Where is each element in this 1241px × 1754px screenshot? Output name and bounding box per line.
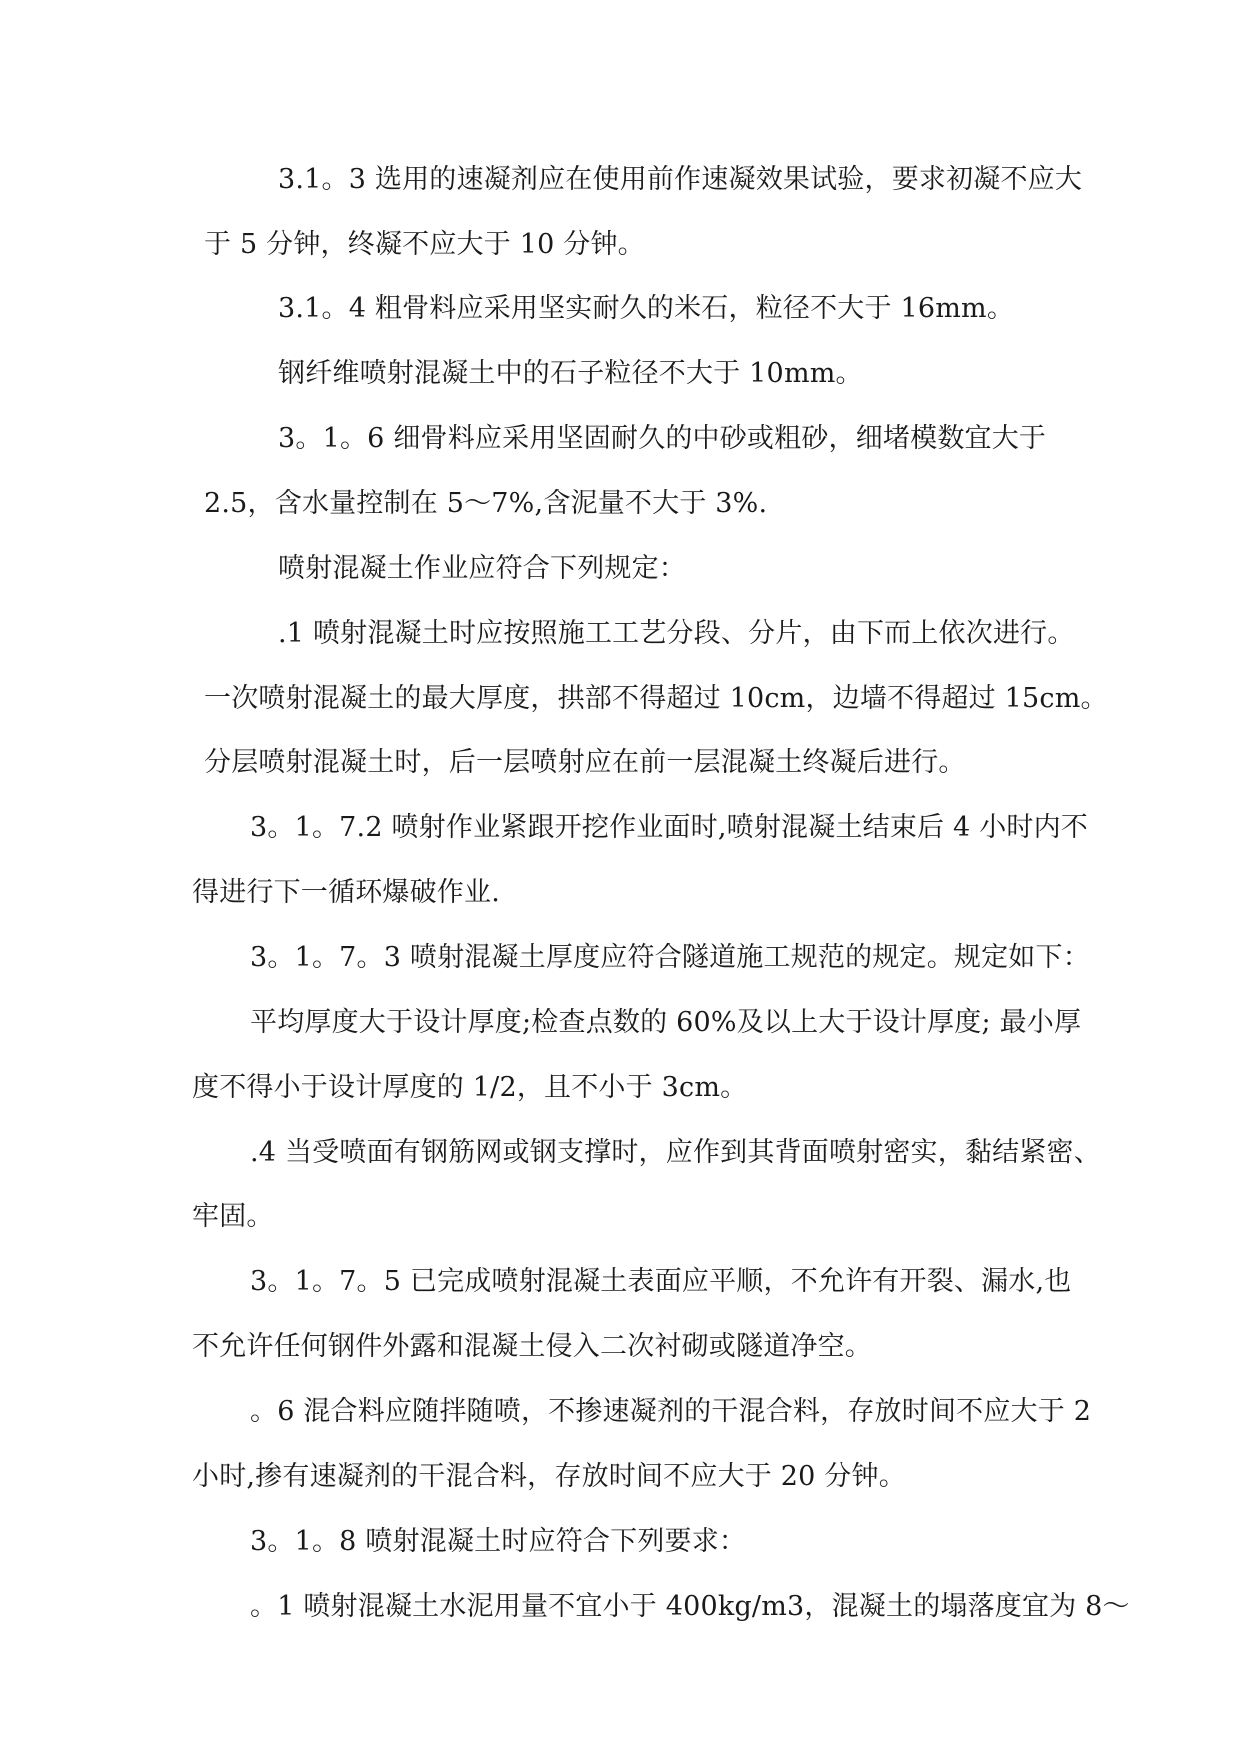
text-line: 3。1。8 喷射混凝土时应符合下列要求： [250,1526,747,1557]
text-line: 分层喷射混凝土时，后一层喷射应在前一层混凝土终凝后进行。 [204,747,966,778]
text-line: 2.5，含水量控制在 5～7%,含泥量不大于 3%. [204,488,768,519]
text-line: 平均厚度大于设计厚度;检查点数的 60%及以上大于设计厚度; 最小厚 [250,1007,1082,1038]
text-line: 得进行下一循环爆破作业. [192,877,500,908]
text-line: 于 5 分钟，终凝不应大于 10 分钟。 [204,229,645,260]
text-line: 3.1。3 选用的速凝剂应在使用前作速凝效果试验，要求初凝不应大 [278,164,1083,195]
text-line: 。1 喷射混凝土水泥用量不宜小于 400kg/m3，混凝土的塌落度宜为 8～ [250,1591,1130,1622]
text-line: 3。1。7.2 喷射作业紧跟开挖作业面时,喷射混凝土结束后 4 小时内不 [250,812,1089,843]
text-line: 。6 混合料应随拌随喷，不掺速凝剂的干混合料，存放时间不应大于 2 [250,1396,1092,1427]
text-line: 3。1。7。5 已完成喷射混凝土表面应平顺，不允许有开裂、漏水,也 [250,1266,1072,1297]
text-line: 3。1。7。3 喷射混凝土厚度应符合隧道施工规范的规定。规定如下： [250,942,1090,973]
text-line: .1 喷射混凝土时应按照施工工艺分段、分片，由下而上依次进行。 [278,618,1075,649]
text-line: 牢固。 [192,1201,274,1232]
text-line: 不允许任何钢件外露和混凝土侵入二次衬砌或隧道净空。 [192,1331,872,1362]
text-line: 喷射混凝土作业应符合下列规定： [278,553,686,584]
text-line: 3.1。4 粗骨料应采用坚实耐久的米石，粒径不大于 16mm。 [278,293,1015,324]
text-line: 一次喷射混凝土的最大厚度，拱部不得超过 10cm，边墙不得超过 15cm。 [204,683,1108,714]
text-line: 小时,掺有速凝剂的干混合料，存放时间不应大于 20 分钟。 [192,1461,906,1492]
text-line: 度不得小于设计厚度的 1/2，且不小于 3cm。 [192,1072,748,1103]
text-line: 3。1。6 细骨料应采用坚固耐久的中砂或粗砂，细堵模数宜大于 [278,423,1047,454]
text-line: .4 当受喷面有钢筋网或钢支撑时，应作到其背面喷射密实，黏结紧密、 [250,1137,1101,1168]
text-line: 钢纤维喷射混凝土中的石子粒径不大于 10mm。 [278,358,863,389]
